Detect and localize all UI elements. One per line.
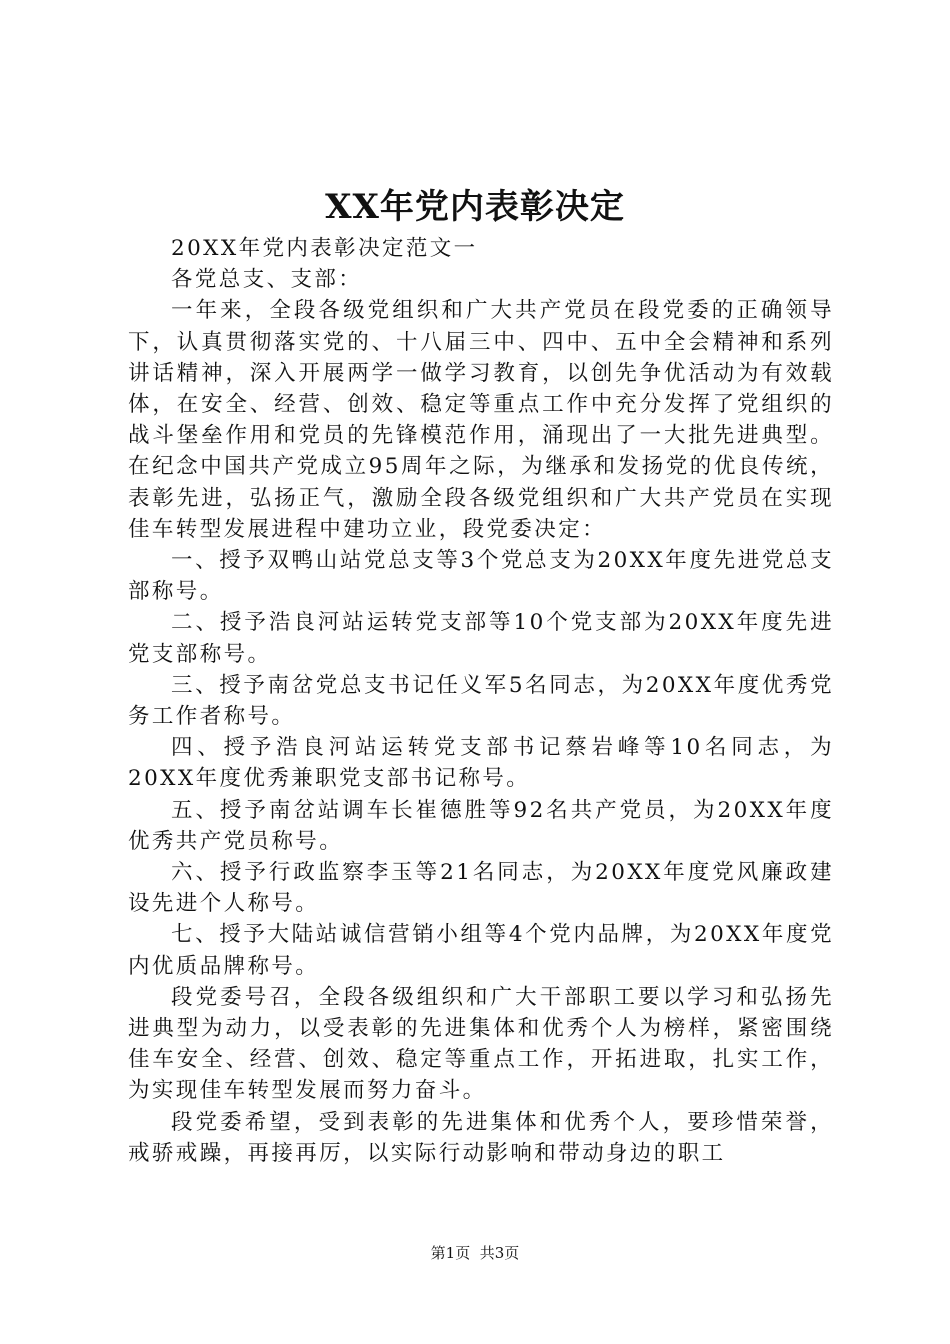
paragraph-item-5: 五、授予南岔站调车长崔德胜等92名共产党员，为20XX年度优秀共产党员称号。 [128,797,834,854]
paragraph-call: 段党委号召，全段各级组织和广大干部职工要以学习和弘扬先进典型为动力，以受表彰的先进集体和优秀个人为榜样，紧密围绕佳车安全、经营、创效、稳定等重点工作，开拓进取，扎实工作，为实现佳车转型发展而努力奋斗。 [128,984,834,1104]
paragraph-item-4: 四、授予浩良河站运转党支部书记蔡岩峰等10名同志，为20XX年度优秀兼职党支部书记称号。 [128,735,834,792]
page-number: 第1页 [430,1244,471,1262]
page-total: 共3页 [479,1244,520,1262]
document-body [128,233,834,1169]
paragraph-item-2: 二、授予浩良河站运转党支部等10个党支部为20XX年度先进党支部称号。 [128,610,834,667]
paragraph-intro: 一年来，全段各级党组织和广大共产党员在段党委的正确领导下，认真贯彻落实党的、十八届三中、四中、五中全会精神和系列讲话精神，深入开展两学一做学习教育，以创先争优活动为有效载体，在安全、经营、创效、稳定等重点工作中充分发挥了党组织的战斗堡垒作用和党员的先锋模范作用，涌现出了一大批先进典型。在纪念中国共产党成立95周年之际，为继承和发扬党的优良传统，表彰先进，弘扬正气，激励全段各级党组织和广大共产党员在实现佳车转型发展进程中建功立业，段党委决定： [128,298,834,542]
document-title: XX年党内表彰决定 [325,187,625,227]
paragraph-item-1: 一、授予双鸭山站党总支等3个党总支为20XX年度先进党总支部称号。 [128,548,834,605]
paragraph-salutation: 各党总支、支部： [171,267,363,293]
paragraph-hope: 段党委希望，受到表彰的先进集体和优秀个人，要珍惜荣誉，戒骄戒躁，再接再厉，以实际行动影响和带动身边的职工 [128,1109,834,1166]
page-footer [0,1242,950,1264]
paragraph-item-7: 七、授予大陆站诚信营销小组等4个党内品牌，为20XX年度党内优质品牌称号。 [128,922,834,979]
paragraph-item-6: 六、授予行政监察李玉等21名同志，为20XX年度党风廉政建设先进个人称号。 [128,860,834,917]
paragraph-subtitle: 20XX年党内表彰决定范文一 [171,236,478,261]
paragraph-item-3: 三、授予南岔党总支书记任义军5名同志，为20XX年度优秀党务工作者称号。 [128,672,834,730]
